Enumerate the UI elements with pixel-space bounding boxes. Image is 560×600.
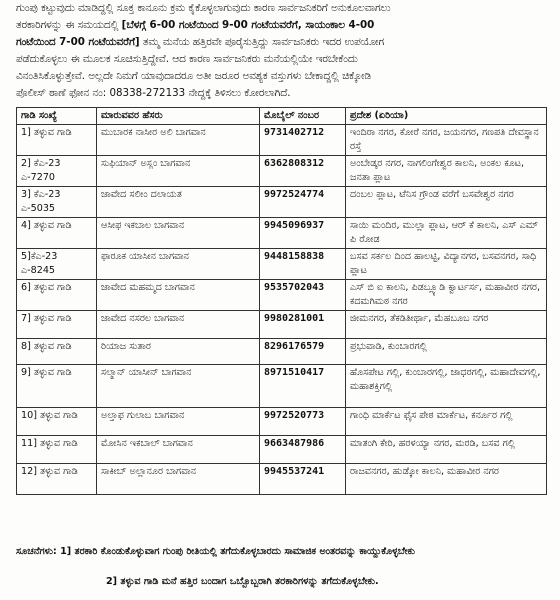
cell-vehicle-number: 7] ತಳ್ಳುವ ಗಾಡಿ xyxy=(17,311,97,339)
cell-seller-name: ಸುಫಿಯಾನ್ ಅಸ್ಲಂ ಬಾಗವಾನ xyxy=(97,156,260,187)
cell-mobile-number: 9980281001 xyxy=(260,311,346,339)
header-mobile-number: ಮೊಬೈಲ್ ನಂಬರ xyxy=(260,108,346,125)
table-row xyxy=(17,280,547,311)
cell-mobile-number: 9448158838 xyxy=(260,249,346,280)
cell-vehicle-number: 2] ಕೆಎ-23 ಎ-7270 xyxy=(17,156,97,187)
cell-mobile-number: 9535702043 xyxy=(260,280,346,311)
table-row xyxy=(17,249,547,280)
intro-line-6: ಪೊಲೀಸ್ ಠಾಣೆ ಫೋನ ನಂ: 08338-272133 ನೇದ್ದಕ್ಕೆ ತಿಳಿಸಲು ಕೋರಲಾಗಿದೆ. xyxy=(16,87,291,99)
intro-line-2-text: ತರಕಾರಿಗಳನ್ನು ಈ ಸಮಯದಲ್ಲಿ xyxy=(16,19,122,31)
cell-seller-name: ಸಾಕೀಬ್ ಅಲ್ಲಾನೂರ ಬಾಗವಾನ xyxy=(97,464,260,495)
intro-line-3 xyxy=(16,34,548,51)
vendor-table-body xyxy=(17,125,547,495)
cell-seller-name: ರಿಯಾಜ ಸುತಾರ xyxy=(97,339,260,365)
intro-timing-morning: [ಬೆಳಗ್ಗೆ 6-00 ಗಂಟೆಯಿಂದ 9-00 ಗಂಟೆಯವರೆಗೆ, ಸಾಯಂಕಾಲ 4-00 xyxy=(121,19,375,31)
cell-area: ಗಾಂಧಿ ಮಾರ್ಕೆಟ ಫೈಸ ಪೇಠ ಮಾರ್ಕೆಟ, ಕರ್ನೂರ ಗಲ್ಲಿ xyxy=(346,408,547,436)
table-row xyxy=(17,339,547,365)
cell-area: ರಾಜವನಗರ, ಹುಡ್ಕೋ ಕಾಲನಿ, ಮಹಾವೀರ ನಗರ xyxy=(346,464,547,495)
cell-vehicle-number: 3] ಕೆಎ-23 ಎ-5035 xyxy=(17,187,97,218)
cell-area: ಬಸವ ಸರ್ಕಲ ದಿಂದ ಹಾಲಟ್ಟಿ, ವಿದ್ಯಾನಗರ, ಬಸವನಗರ, ಸಾಧಿ ಪ್ಲಾಟ xyxy=(346,249,547,280)
cell-seller-name: ಮುಬಾರಕ ನಾಸೀರ ಅಲಿ ಬಾಗವಾನ xyxy=(97,125,260,156)
note-1: ಸೂಚನೆಗಳು: 1] ತರಕಾರಿ ಕೊಂಡುಕೊಳ್ಳುವಾಗ ಗುಂಪು ರೀತಿಯಲ್ಲಿ ತಗೆದುಕೊಳ್ಳಬಾರದು ಸಾಮಾಜಿಕ ಅಂತರವನ್ನು ಕಾಯ್ದುಕೊಳ್ಳಬೇಕು xyxy=(16,546,415,557)
cell-mobile-number: 9972524774 xyxy=(260,187,346,218)
cell-area: ಸಾಯಿ ಮಂದಿರ, ಮುಲ್ಲಾ ಪ್ಲಾಟ, ಆರ್ ಕೆ ಕಾಲನಿ, ಎಸ್ ಎಮ್ ಪಿ ರೋಡ xyxy=(346,218,547,249)
table-row xyxy=(17,156,547,187)
intro-line-5: ವಿನಂತಿಸಿಕೊಳ್ಳುತ್ತೇವೆ. ಅಲ್ಲದೇ ನಿಮಗೆ ಯಾವುದಾದರೂ ಅತೀ ಜರೂರ ಅವಶ್ಯಕ ವಸ್ತುಗಳು ಬೇಕಾದ್ದಲ್ಲಿ ಚಿಕ್ಕೋಡಿ xyxy=(16,70,372,82)
cell-area: ಪ್ರಭುವಾಡಿ, ಕುಂಬಾರಗಲ್ಲಿ xyxy=(346,339,547,365)
table-row xyxy=(17,365,547,408)
cell-area: ದಂಬಲ ಪ್ಲಾಟ, ಟೆನಿಸ ಗ್ರೌಂಡ ವರೆಗೆ ಬಸವೇಶ್ವರ ನಗರ xyxy=(346,187,547,218)
cell-vehicle-number: 10] ತಳ್ಳುವ ಗಾಡಿ xyxy=(17,408,97,436)
header-area: ಪ್ರದೇಶ (ಏರಿಯಾ) xyxy=(346,108,547,125)
cell-mobile-number: 9972520773 xyxy=(260,408,346,436)
table-row xyxy=(17,218,547,249)
cell-vehicle-number: 9] ತಳ್ಳುವ ಗಾಡಿ xyxy=(17,365,97,408)
intro-line-1: ಗುಂಪು ಕಟ್ಟುವುದು ಮಾಡಿದ್ದಲ್ಲಿ ಸೂಕ್ತ ಕಾನೂನು ಕ್ರಮ ಕೈಕೊಳ್ಳಲಾಗುವುದು ಕಾರಣ ಸಾರ್ವಜನಿಕರಿಗೆ ಅನುಕೂಲವಾಗಲು xyxy=(16,2,391,14)
table-row xyxy=(17,436,547,464)
table-row xyxy=(17,125,547,156)
cell-vehicle-number: 6] ತಳ್ಳುವ ಗಾಡಿ xyxy=(17,280,97,311)
intro-paragraph xyxy=(16,0,548,102)
cell-mobile-number: 6362808312 xyxy=(260,156,346,187)
cell-mobile-number: 9945537241 xyxy=(260,464,346,495)
cell-area: ಮಾತಂಗಿ ಕೇರಿ, ಹರಳಯ್ಯಾ ನಗರ, ಮರಡಿ, ಬಸವ ಗಲ್ಲಿ xyxy=(346,436,547,464)
table-row xyxy=(17,311,547,339)
intro-line-4: ಪಡೆದುಕೊಳ್ಳಲು ಈ ಮೂಲಕ ಸೂಚಿಸುತ್ತಿದ್ದೇವೆ. ಆದ ಕಾರಣ ಸಾರ್ವಜನಿಕರು ಮನೆಯಲ್ಲಿಯೇ ಇರಬೇಕೆಂದು xyxy=(16,53,358,65)
intro-line-2 xyxy=(16,17,548,34)
cell-seller-name: ಜಾವೇದ ಸಲೀಂ ದಲಾಯತ xyxy=(97,187,260,218)
cell-area: ಅಂಬೇಡ್ಕರ ನಗರ, ನಾಗಲಿಂಗೇಶ್ವರ ಕಾಲನಿ, ಅಂಕಲ ಕೂಟ, ಜನತಾ ಪ್ಲಾಟ xyxy=(346,156,547,187)
table-row xyxy=(17,187,547,218)
cell-seller-name: ಸಲ್ಮಾನ್ ಯಾಸೀನ್ ಬಾಗವಾನ xyxy=(97,365,260,408)
cell-area: ಎಸ್ ಬಿ ಐ ಕಾಲನಿ, ಪಿಡಬ್ಲ್ಯೂಡಿ ಕ್ವಾರ್ಟರ್ಸ, ಮಹಾವೀರ ನಗರ, ಕದಮಗಿಮಠ ನಗರ xyxy=(346,280,547,311)
cell-mobile-number: 9945096937 xyxy=(260,218,346,249)
note-2: 2] ತಳ್ಳುವ ಗಾಡಿ ಮನೆ ಹತ್ತಿರ ಬಂದಾಗ ಒಬ್ಬೊಬ್ಬರಾಗಿ ತರಕಾರಿಗಳನ್ನು ತಗೆದುಕೊಳ್ಳಬೇಕು. xyxy=(106,576,379,587)
cell-area: ಇಂದಿರಾ ನಗರ, ಕೋರೆ ನಗರ, ಜಯನಗರ, ಗಣಪತಿ ದೇವಸ್ಥಾನ ರಸ್ತೆ xyxy=(346,125,547,156)
cell-vehicle-number: 11] ತಳ್ಳುವ ಗಾಡಿ xyxy=(17,436,97,464)
table-header-row xyxy=(17,108,547,125)
cell-vehicle-number: 12] ತಳ್ಳುವ ಗಾಡಿ xyxy=(17,464,97,495)
cell-seller-name: ಮೋಸಿನ ಇಕಬಾಲ್ ಬಾಗವಾನ xyxy=(97,436,260,464)
cell-vehicle-number: 1] ತಳ್ಳುವ ಗಾಡಿ xyxy=(17,125,97,156)
cell-area: ಜೀಮನಗರ, ತೆಕಡಿತೀರ್ಥಾ, ಮೆಹಬೂಬ ನಗರ xyxy=(346,311,547,339)
cell-mobile-number: 9731402712 xyxy=(260,125,346,156)
table-row xyxy=(17,464,547,495)
cell-seller-name: ಜಾವೇದ ಮಹಮ್ಮದ ಬಾಗವಾನ xyxy=(97,280,260,311)
vendor-table xyxy=(16,107,547,495)
cell-vehicle-number: 5]ಕೆಎ-23 ಎ-8245 xyxy=(17,249,97,280)
intro-timing-evening: ಗಂಟೆಯಿಂದ 7-00 ಗಂಟೆಯವರೆಗೆ] xyxy=(16,36,140,48)
cell-seller-name: ಫಾರೂಕ ಯಾಸೀನ ಬಾಗವಾನ xyxy=(97,249,260,280)
cell-seller-name: ಆಸೀಫ ಇಕಬಾಲ ಬಾಗವಾನ xyxy=(97,218,260,249)
cell-area: ಹೊಸಪೇಟ ಗಲ್ಲಿ, ಕುಂಬಾರಗಲ್ಲಿ, ಜಾಧರಗಲ್ಲಿ, ಮಹಾದೇವಗಲ್ಲಿ, ಮಹಾಶಕ್ತಿಗಲ್ಲಿ xyxy=(346,365,547,408)
table-row xyxy=(17,408,547,436)
intro-line-3-text: ತಮ್ಮ ಮನೆಯ ಹತ್ತಿರವೇ ಪೂರೈಸುತ್ತಿದ್ದು ಸಾರ್ವಜನಿಕರು ಇದರ ಉಪಯೋಗ xyxy=(139,36,385,48)
cell-seller-name: ಜಾವೇದ ನಸರಲ ಬಾಗವಾನ xyxy=(97,311,260,339)
cell-mobile-number: 8971510417 xyxy=(260,365,346,408)
cell-mobile-number: 9663487986 xyxy=(260,436,346,464)
cell-mobile-number: 8296176579 xyxy=(260,339,346,365)
header-vehicle-number: ಗಾಡಿ ಸಂಖ್ಯೆ xyxy=(17,108,97,125)
header-seller-name: ಮಾರುವವರ ಹೆಸರು xyxy=(97,108,260,125)
cell-seller-name: ಅಲ್ತಾಫ ಗುಲಾಬ ಬಾಗವಾನ xyxy=(97,408,260,436)
cell-vehicle-number: 4] ತಳ್ಳುವ ಗಾಡಿ xyxy=(17,218,97,249)
cell-vehicle-number: 8] ತಳ್ಳುವ ಗಾಡಿ xyxy=(17,339,97,365)
